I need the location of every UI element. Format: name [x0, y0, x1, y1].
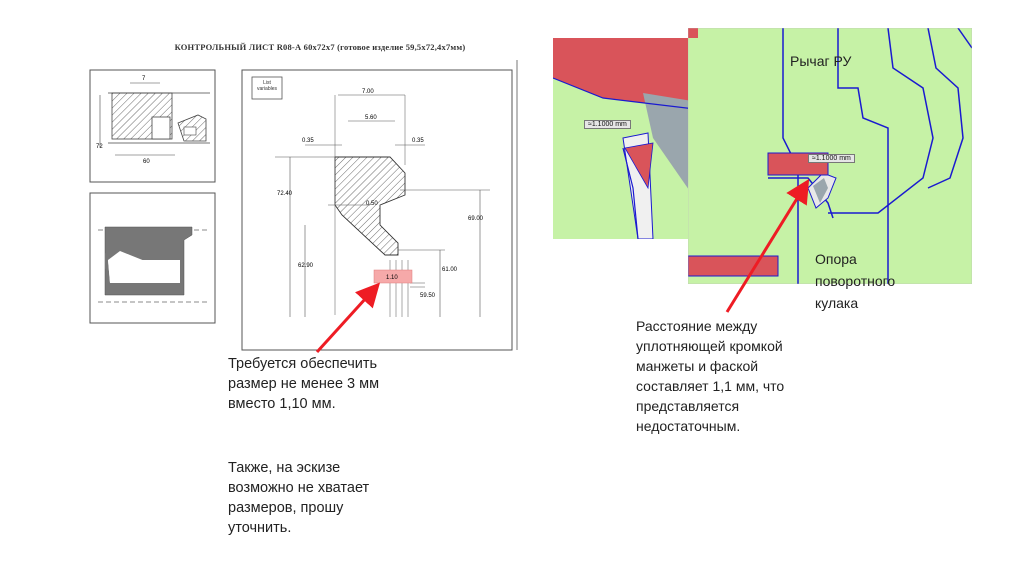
note-caption: [228, 458, 369, 538]
dim-59-50: 59.50: [420, 293, 436, 299]
requirement-caption: [228, 354, 379, 414]
requirement-line-3: вместо 1,10 мм.: [228, 396, 336, 412]
document-title: КОНТРОЛЬНЫЙ ЛИСТ R08-А 60х72х7 (готовое изделие 59,5х72,4х7мм): [174, 42, 466, 52]
note-line-3: размеров, прошу: [228, 500, 344, 516]
measurement-left: ≈1.1000 mm: [584, 120, 631, 129]
distance-line-1: Расстояние между: [636, 318, 758, 334]
support-label-line-2: поворотного: [815, 273, 896, 289]
measurement-right: ≈1.1000 mm: [808, 154, 855, 163]
dim-7-00: 7.00: [362, 89, 374, 95]
support-label-line-3: кулака: [815, 295, 859, 311]
distance-line-2: уплотняющей кромкой: [636, 338, 783, 354]
dim-5-60: 5.60: [365, 115, 377, 121]
dim-0-50: 0.50: [366, 201, 378, 207]
distance-line-3: манжеты и фаской: [636, 358, 759, 374]
requirement-line-1: Требуется обеспечить: [228, 356, 378, 372]
note-line-2: возможно не хватает: [228, 480, 370, 496]
requirement-line-2: размер не менее 3 мм: [228, 376, 380, 392]
dim-61-00: 61.00: [442, 267, 458, 273]
arrow-requirement: [317, 287, 376, 352]
distance-line-5: представляется: [636, 398, 740, 414]
dim-72-40: 72.40: [277, 191, 293, 197]
dim-width: 7: [142, 76, 146, 82]
support-label-line-1: Опора: [815, 251, 857, 267]
note-line-4: уточнить.: [228, 520, 292, 536]
distance-line-4: составляет 1,1 мм, что: [636, 378, 785, 394]
dim-0-35-left: 0.35: [302, 138, 314, 144]
dim-0-35-right: 0.35: [412, 138, 424, 144]
dim-diameter: 60: [143, 159, 150, 165]
note-line-1: Также, на эскизе: [228, 460, 341, 476]
dim-69-00: 69.00: [468, 216, 484, 222]
dim-1-10: 1.10: [386, 275, 398, 281]
distance-line-6: недостаточным.: [636, 418, 741, 434]
list-variables-label: List variables: [256, 80, 277, 92]
lever-label: Рычаг РУ: [790, 53, 852, 69]
dim-height: 72: [96, 144, 103, 150]
distance-caption: [636, 316, 784, 436]
dim-62-90: 62.90: [298, 263, 314, 269]
arrow-distance: [727, 184, 806, 312]
